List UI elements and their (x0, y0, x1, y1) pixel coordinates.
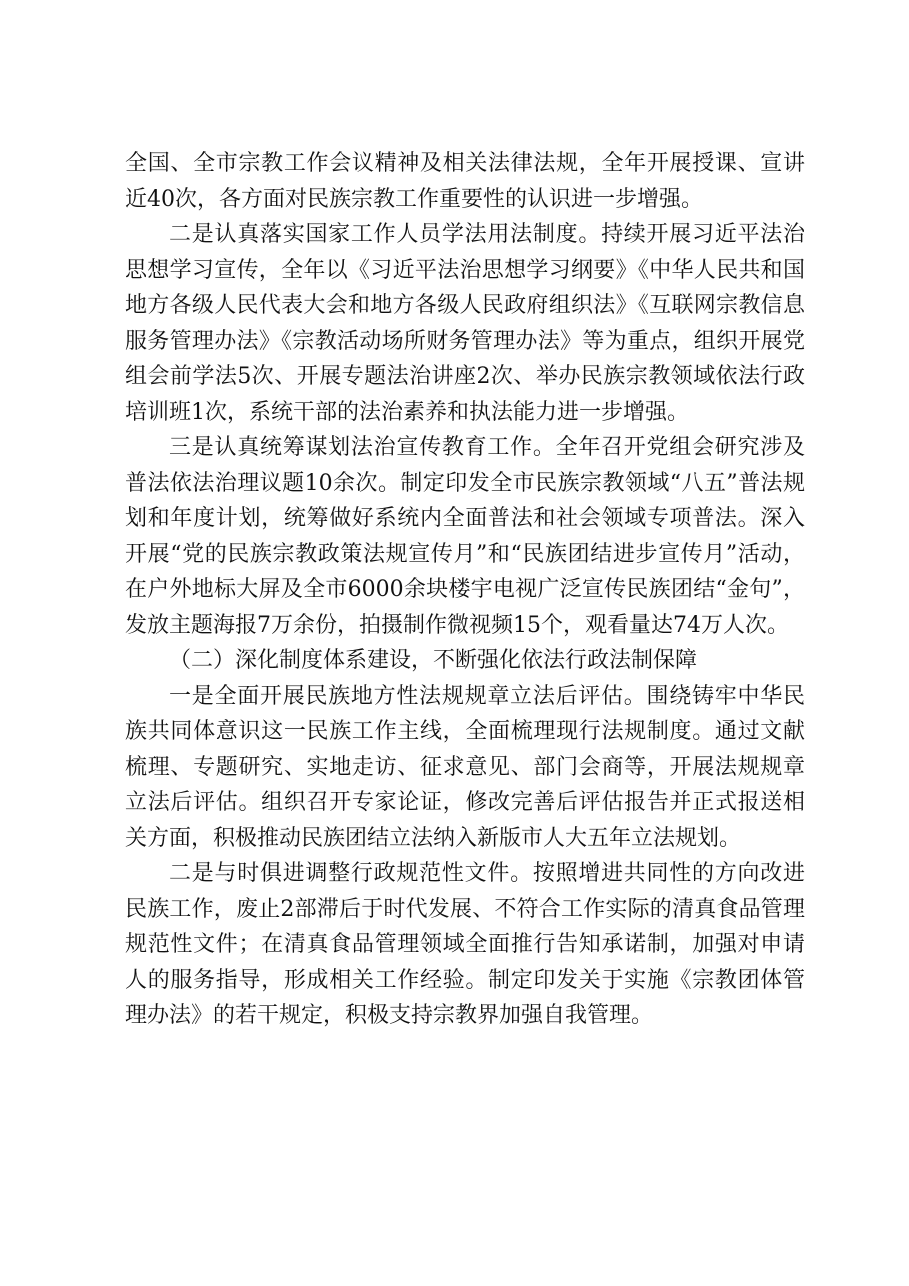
paragraph-publicity: 三是认真统筹谋划法治宣传教育工作。全年召开党组会研究涉及普法依法治理议题10余次。制定印发全市民族宗教领域“八五”普法规划和年度计划，统筹做好系统内全面普法和社会领域专项普法。深入开展“党的民族宗教政策法规宣传月”和“民族团结进步宣传月”活动，在户外地标大屏及全市6000余块楼宇电视广泛宣传民族团结“金句”，发放主题海报7万余份，拍摄制作微视频15个，观看量达74万人次。 (125, 435, 805, 638)
paragraph-study-law: 二是认真落实国家工作人员学法用法制度。持续开展习近平法治思想学习宣传，全年以《习近平法治思想学习纲要》《中华人民共和国地方各级人民代表大会和地方各级人民政府组织法》《互联网宗教信息服务管理办法》《宗教活动场所财务管理办法》等为重点，组织开展党组会前学法5次、开展专题法治讲座2次、举办民族宗教领域依法行政培训班1次，系统干部的法治素养和执法能力进一步增强。 (125, 222, 805, 425)
paragraph-continued: 全国、全市宗教工作会议精神及相关法律法规，全年开展授课、宣讲近40次，各方面对民族宗教工作重要性的认识进一步增强。 (125, 151, 805, 212)
paragraph-normative-docs: 二是与时俱进调整行政规范性文件。按照增进共同性的方向改进民族工作，废止2部滞后于时代发展、不符合工作实际的清真食品管理规范性文件；在清真食品管理领域全面推行告知承诺制，加强对申请人的服务指导，形成相关工作经验。制定印发关于实施《宗教团体管理办法》的若干规定，积极支持宗教界加强自我管理。 (125, 861, 805, 1028)
section-heading: （二）深化制度体系建设，不断强化依法行政法制保障 (169, 648, 698, 673)
paragraph-evaluation: 一是全面开展民族地方性法规规章立法后评估。围绕铸牢中华民族共同体意识这一民族工作主线，全面梳理现行法规制度。通过文献梳理、专题研究、实地走访、征求意见、部门会商等，开展法规规章立法后评估。组织召开专家论证，修改完善后评估报告并正式报送相关方面，积极推动民族团结立法纳入新版市人大五年立法规划。 (125, 683, 805, 851)
document-body (125, 146, 805, 1034)
